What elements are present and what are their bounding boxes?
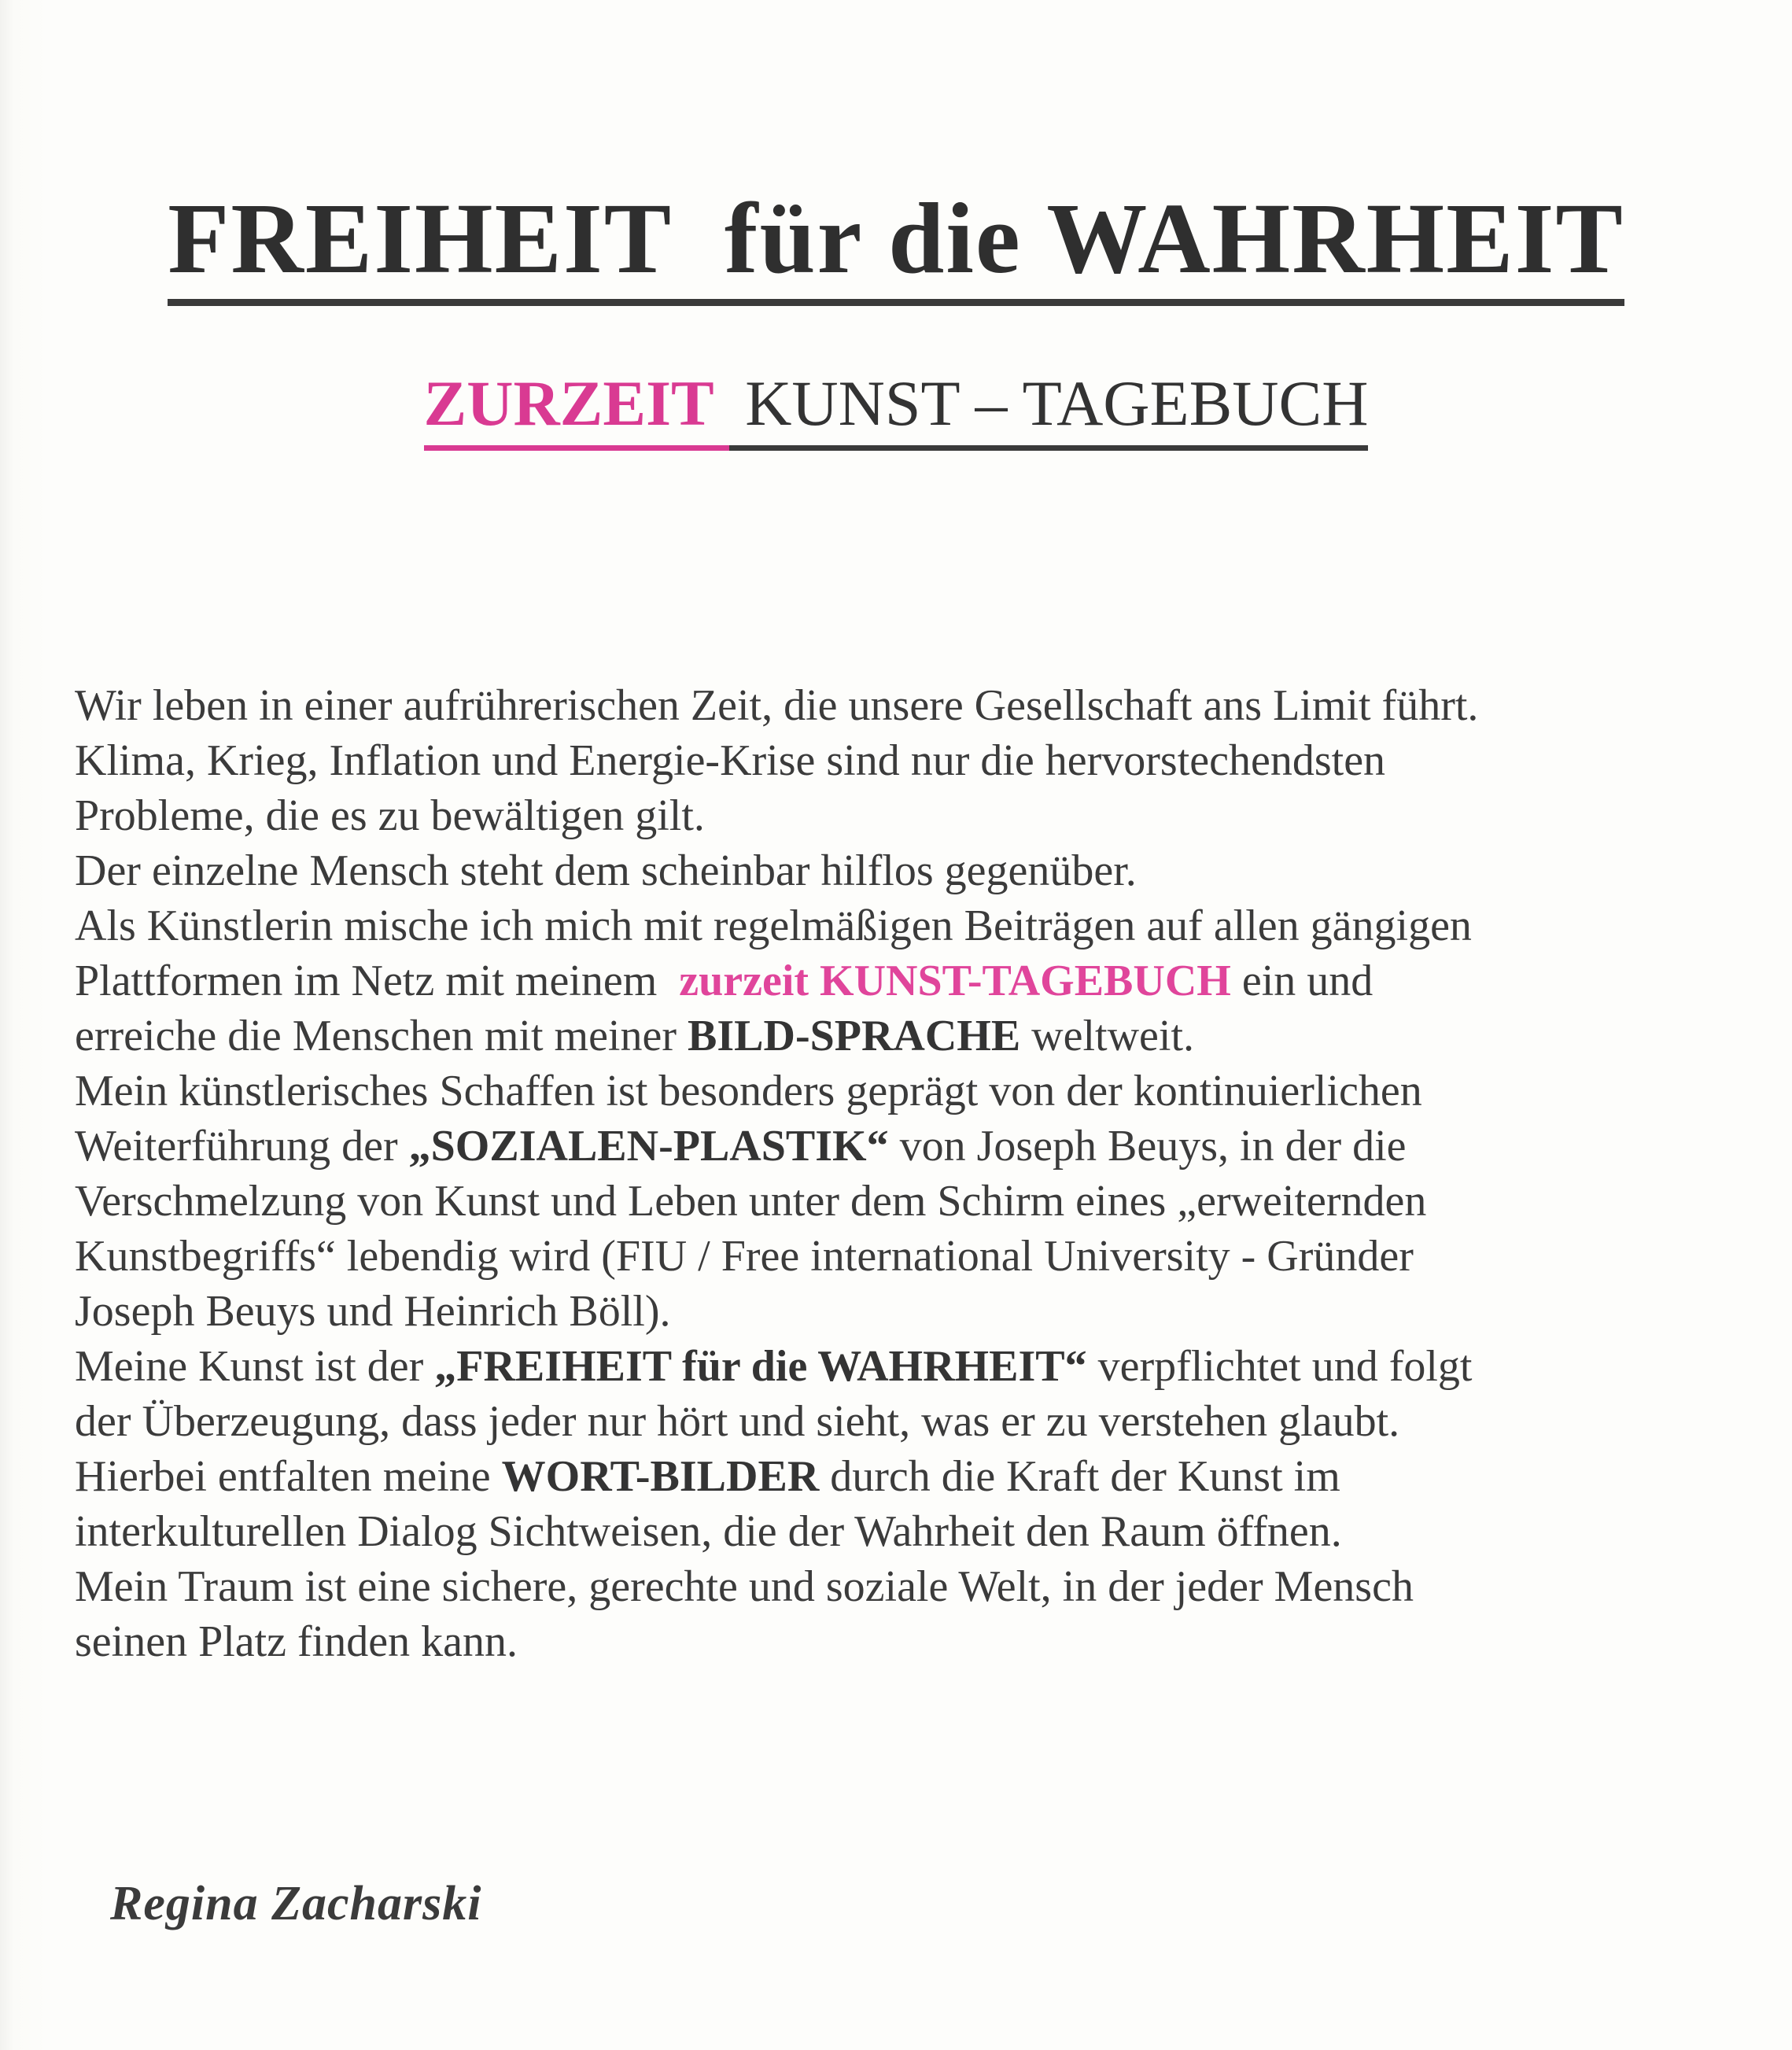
document-title: FREIHEIT für die WAHRHEIT	[168, 186, 1624, 306]
subtitle-row	[0, 315, 1792, 492]
text-segment: WORT-BILDER	[501, 1452, 820, 1501]
body-line	[75, 1119, 1758, 1174]
text-segment: von Joseph Beuys, in der die	[888, 1122, 1407, 1171]
text-segment: seinen Platz finden kann.	[75, 1617, 518, 1666]
text-segment: Joseph Beuys und Heinrich Böll).	[75, 1287, 671, 1336]
body-line	[75, 898, 1758, 953]
body-line	[75, 843, 1758, 898]
subtitle-rest: KUNST – TAGEBUCH	[729, 367, 1369, 451]
text-segment: „SOZIALEN-PLASTIK“	[408, 1122, 889, 1171]
body-line	[75, 1064, 1758, 1119]
text-segment: Verschmelzung von Kunst und Leben unter dem Schirm eines „erweiternden	[75, 1177, 1427, 1226]
body-line	[75, 1284, 1758, 1339]
text-segment: erreiche die Menschen mit meiner	[75, 1012, 688, 1060]
body-line	[75, 1008, 1758, 1064]
body-line	[75, 1449, 1758, 1504]
body-line	[75, 1614, 1758, 1669]
body-line	[75, 1229, 1758, 1284]
signature: Regina Zacharski	[110, 1877, 482, 1930]
body-line	[75, 953, 1758, 1008]
subtitle-highlight: ZURZEIT	[424, 367, 729, 451]
text-segment: ein und	[1230, 957, 1373, 1005]
body-line	[75, 1174, 1758, 1229]
text-segment: zurzeit KUNST-TAGEBUCH	[679, 957, 1231, 1005]
body-line	[75, 733, 1758, 788]
text-segment: Meine Kunst ist der	[75, 1342, 435, 1391]
body-line	[75, 1394, 1758, 1449]
text-segment: interkulturellen Dialog Sichtweisen, die der Wahrheit den Raum öffnen.	[75, 1507, 1342, 1556]
body-line	[75, 1559, 1758, 1614]
text-segment: Mein Traum ist eine sichere, gerechte und soziale Welt, in der jeder Mensch	[75, 1562, 1414, 1611]
text-segment: Hierbei entfalten meine	[75, 1452, 502, 1501]
text-segment: Weiterführung der	[75, 1122, 409, 1171]
text-segment: BILD-SPRACHE	[688, 1012, 1021, 1060]
text-segment: Als Künstlerin mische ich mich mit regelmäßigen Beiträgen auf allen gängigen	[75, 901, 1472, 950]
text-segment: „FREIHEIT für die WAHRHEIT“	[434, 1342, 1087, 1391]
text-segment: Klima, Krieg, Inflation und Energie-Krise sind nur die hervorstechendsten	[75, 736, 1386, 785]
body-line	[75, 788, 1758, 843]
text-segment: der Überzeugung, dass jeder nur hört und sieht, was er zu verstehen glaubt.	[75, 1397, 1400, 1446]
text-segment: Probleme, die es zu bewältigen gilt.	[75, 791, 705, 840]
body-text	[75, 678, 1758, 1669]
text-segment: durch die Kraft der Kunst im	[819, 1452, 1340, 1501]
body-line	[75, 678, 1758, 733]
text-segment: Plattformen im Netz mit meinem	[75, 957, 680, 1005]
text-segment: verpflichtet und folgt	[1086, 1342, 1473, 1391]
text-segment: Der einzelne Mensch steht dem scheinbar hilflos gegenüber.	[75, 846, 1137, 895]
text-segment: weltweit.	[1020, 1012, 1194, 1060]
text-segment: Wir leben in einer aufrührerischen Zeit, die unsere Gesellschaft ans Limit führt.	[75, 681, 1479, 730]
body-line	[75, 1339, 1758, 1394]
text-segment: Kunstbegriffs“ lebendig wird (FIU / Free international University - Gründer	[75, 1232, 1414, 1281]
body-line	[75, 1504, 1758, 1559]
text-segment: Mein künstlerisches Schaffen ist besonders geprägt von der kontinuierlichen	[75, 1067, 1422, 1115]
document-subtitle	[424, 368, 1369, 439]
